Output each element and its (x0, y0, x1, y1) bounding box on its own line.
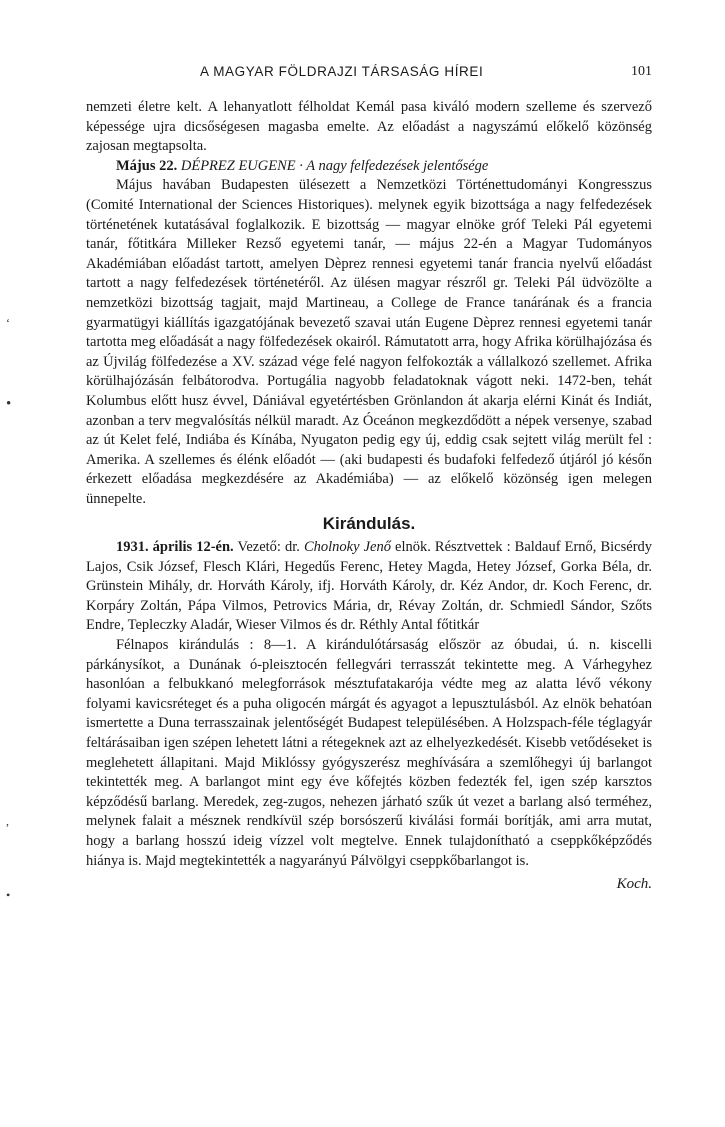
excursion-participants: elnök. Résztvettek : Baldauf Ernő, Bicsérdy Lajos, Csik József, Flesch Klári, Hegedűs Ferenc, Hetey Magda, Hetey József, Gorka Béla, dr. Grünstein Mihály, dr. Horváth Károly, ifj. Horváth Károly, dr. Kéz Andor, dr. Koch Ferenc, dr. Korpáry Zoltán, Pápa Vilmos, Petrovics Mária, dr, Révay Zoltán, dr. Schmiedl Sándor, Szőts Endre, Tepleczky Aladár, Wieser Vilmos és dr. Réthly Antal főtitkár (86, 539, 653, 634)
margin-mark: • (6, 888, 11, 902)
running-title: A MAGYAR FÖLDRAJZI TÁRSASÁG HÍREI (200, 64, 484, 79)
meeting-date: Május 22. (116, 157, 178, 174)
margin-mark: , (6, 814, 9, 828)
document-page (86, 62, 652, 895)
excursion-leader-name: Cholnoky Jenő (303, 539, 391, 556)
excursion-report: Félnapos kirándulás : 8—1. A kirándulótársaság először az óbudai, ú. n. kiscelli párkánysíkot, a Dunának ó-pleisztocén fellegvári terrasszát tekintette meg. A Várhegyhez hasonlóan a felbukkanó melegforrások mésztufatakarója védte meg az alatta lévő vékony folyami kavicsréteget és a puha oligocén márgát és agyagot a lepusztulásból. Az elnök behatóan ismertette a Duna terrasszainak jelentőségét Budapest településében. A Holzspach-féle téglagyár feltárásaiban igen szépen lehetett látni a rétegeknek azt az elhelyezkedését. Kisebb vetődéseket is meglehetett állapitani. Majd Miklóssy gyógyszerész meghívására a szemlőhegyi új barlangot tekintették meg. A barlangot mint egy éve kőfejtés közben fedezték fel, igen szép karsztos képződésű barlang. Meredek, zeg-zugos, nehezen járható szűk út vezet a barlang alsó terméhez, melynek falait a mésznek rendkívül szép borsószerű kiválási formái borítják, ami arra mutat, hogy a barlang hosszú ideig vízzel volt megtelve. Ennek tulajdonítható a cseppkőképződés hiánya is. Majd megtekintették a nagyarányú Pálvölgyi cseppkőbarlangot is. (86, 637, 652, 869)
excursion-date: 1931. április 12-én. (116, 539, 234, 556)
author-signature: Koch. (616, 876, 652, 893)
meeting-report: Május havában Budapesten ülésezett a Nemzetközi Történettudományi Kongresszus (Comité International der Sciences Historiques). melynek egyik bizottsága a nagy felfedezések történetének kutatásával foglalkozik. E bizottság — magyar elnöke gróf Teleki Pál egyetemi tanár, főtitkára Milleker Rezső egyetemi tanár, — május 22-én a Magyar Tudományos Akadémiában előadást tartott, amelyen Dèprez rennesi egyetemi tanár francia nyelvű előadást tartott a nagy felfedezések történetéről. Az ülésen magyar részről gr. Teleki Pál üdvözölte a nemzetközi bizottság tagjait, majd Martineau, a College de France tanárának és a francia gyarmatügyi kiállítás igazgatójának bevezető szavai után Eugene Dèprez rennesi egyetemi tanár tartotta meg előadását a nagy fölfedezések okairól. Rámutatott arra, hogy Afrika körülhajózása és az Újvilág fölfedezése a XV. század vége felé nagyon felfokozták a vállalkozó szellemet. Afrika körülhajózásán felbátorodva. Portugália nagyobb feladatoknak vágott neki. 1472-ben, tehát Kolumbus előtt husz évvel, Dániával egyetértésben Grönlandon át akarja elérni Kinát és Indiát, azonban a terv megvalósítás nélkül maradt. Az Óceánon megkezdődött a népek versenye, szabad az út Kelet felé, Indiába és Kínába, Nyugaton pedig egy új, eddig csak sejtett világ merült fel : Amerika. A szellemes és élénk előadót — (aki budapesti és budafoki felfedező útjáról jó későn érkezett előadása megkezdésére az Akadémiába) — az előkelő közönség igen melegen ünnepelte. (86, 177, 652, 507)
article-body (86, 98, 652, 895)
margin-mark: ‘ (6, 316, 10, 330)
meeting-heading (86, 157, 652, 177)
section-title: Kirándulás. (322, 514, 416, 534)
page-number: 101 (631, 64, 652, 79)
margin-mark: • (6, 396, 12, 412)
excursion-info (86, 538, 652, 636)
paragraph: nemzeti életre kelt. A lehanyatlott félholdat Kemál pasa kiváló modern szelleme és szervező képessége ujra dicsőségesen magasba emelte. Az előadást a nagyszámú előkelő közönség zajosan megtapsolta. (86, 99, 652, 155)
excursion-leader-label: Vezető: dr. (237, 539, 300, 556)
running-header (86, 62, 652, 86)
meeting-speaker-topic: DÉPREZ EUGENE · A nagy felfedezések jelentősége (180, 157, 489, 174)
